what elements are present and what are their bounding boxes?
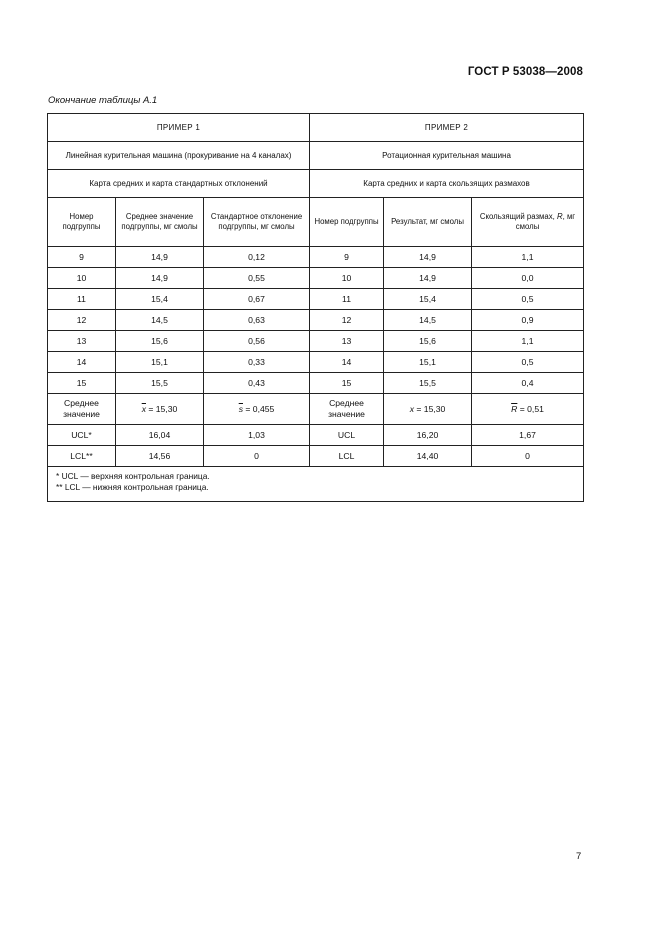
subgroup-mean: 14,5: [116, 310, 204, 331]
col-header-range-suffix: , мг смолы: [515, 212, 576, 231]
average-sbar: [204, 394, 310, 425]
table-row: [48, 268, 584, 289]
group-number-2: 15: [310, 373, 384, 394]
example1-machine: Линейная курительная машина (прокуривание на 4 каналах): [48, 142, 310, 170]
group-number-1: 10: [48, 268, 116, 289]
data-rows: [48, 247, 584, 394]
average-label-1: Среднее значение: [48, 394, 116, 425]
group-number-1: 14: [48, 352, 116, 373]
subgroup-mean: 15,4: [116, 289, 204, 310]
x2-symbol: x: [409, 403, 414, 414]
standard-number: ГОСТ Р 53038—2008: [467, 66, 583, 78]
average-label-2: Среднее значение: [310, 394, 384, 425]
xbar-value: = 15,30: [145, 403, 178, 414]
table-row: [48, 289, 584, 310]
moving-range: 0,4: [472, 373, 584, 394]
table-notes: [48, 467, 584, 502]
average-xbar-1: [116, 394, 204, 425]
subgroup-mean: 14,9: [116, 268, 204, 289]
lcl-row: [48, 446, 584, 467]
example2-chart-type: Карта средних и карта скользящих размахов: [310, 170, 584, 198]
table-row: [48, 247, 584, 268]
col-header-result: Результат, мг смолы: [384, 198, 472, 247]
control-chart-table: [47, 113, 584, 502]
lcl-label-1: LCL**: [48, 446, 116, 467]
subgroup-mean: 15,6: [116, 331, 204, 352]
group-number-2: 9: [310, 247, 384, 268]
table-row: [48, 331, 584, 352]
average-rbar: [472, 394, 584, 425]
notes-row: [48, 467, 584, 502]
lcl-std: 0: [204, 446, 310, 467]
x2-value: = 15,30: [414, 403, 446, 414]
subgroup-mean: 14,9: [116, 247, 204, 268]
result-value: 15,1: [384, 352, 472, 373]
ucl-std: 1,03: [204, 425, 310, 446]
result-value: 15,4: [384, 289, 472, 310]
moving-range: 0,0: [472, 268, 584, 289]
group-number-2: 13: [310, 331, 384, 352]
result-value: 15,5: [384, 373, 472, 394]
group-number-2: 12: [310, 310, 384, 331]
lcl-mean: 14,56: [116, 446, 204, 467]
note-lcl: ** LCL — нижняя контрольная граница.: [56, 481, 209, 492]
machine-row: [48, 142, 584, 170]
ucl-result: 16,20: [384, 425, 472, 446]
col-header-range-symbol: R: [556, 212, 563, 222]
subgroup-std: 0,55: [204, 268, 310, 289]
rbar-symbol: $\overline{R}$: [511, 403, 518, 414]
subgroup-std: 0,67: [204, 289, 310, 310]
ucl-label-2: UCL: [310, 425, 384, 446]
moving-range: 0,5: [472, 289, 584, 310]
chart-type-row: [48, 170, 584, 198]
table-caption: Окончание таблицы А.1: [48, 95, 158, 106]
col-header-group-2: Номер подгруппы: [310, 198, 384, 247]
col-header-std: Стандартное отклонение подгруппы, мг смолы: [204, 198, 310, 247]
rbar-value: = 0,51: [517, 403, 544, 414]
group-number-1: 11: [48, 289, 116, 310]
result-value: 14,9: [384, 247, 472, 268]
group-number-1: 12: [48, 310, 116, 331]
subgroup-std: 0,33: [204, 352, 310, 373]
moving-range: 0,9: [472, 310, 584, 331]
note-ucl: * UCL — верхняя контрольная граница.: [56, 471, 210, 481]
moving-range: 0,5: [472, 352, 584, 373]
moving-range: 1,1: [472, 331, 584, 352]
xbar-symbol: $\overline{x}$: [141, 403, 146, 414]
group-number-1: 9: [48, 247, 116, 268]
group-number-1: 15: [48, 373, 116, 394]
col-header-group-1: Номер подгруппы: [48, 198, 116, 247]
table-row: [48, 352, 584, 373]
col-header-range-prefix: Скользящий размах,: [479, 212, 557, 222]
subgroup-std: 0,43: [204, 373, 310, 394]
ucl-label-1: UCL*: [48, 425, 116, 446]
ucl-mean: 16,04: [116, 425, 204, 446]
group-number-2: 14: [310, 352, 384, 373]
table-row: [48, 373, 584, 394]
result-value: 14,5: [384, 310, 472, 331]
subgroup-std: 0,12: [204, 247, 310, 268]
average-x-2: [384, 394, 472, 425]
result-value: 14,9: [384, 268, 472, 289]
subgroup-std: 0,56: [204, 331, 310, 352]
average-row: [48, 394, 584, 425]
col-header-mean: Среднее значение подгруппы, мг смолы: [116, 198, 204, 247]
sbar-symbol: $\overline{s}$: [238, 403, 243, 414]
col-header-range: [472, 198, 584, 247]
group-number-2: 10: [310, 268, 384, 289]
table-row: [48, 310, 584, 331]
moving-range: 1,1: [472, 247, 584, 268]
sbar-value: = 0,455: [243, 403, 275, 414]
page-number: 7: [576, 851, 582, 862]
group-number-2: 11: [310, 289, 384, 310]
examples-header-row: [48, 114, 584, 142]
ucl-row: [48, 425, 584, 446]
lcl-result: 14,40: [384, 446, 472, 467]
subgroup-std: 0,63: [204, 310, 310, 331]
result-value: 15,6: [384, 331, 472, 352]
example2-title: ПРИМЕР 2: [310, 114, 584, 142]
column-header-row: [48, 198, 584, 247]
example2-machine: Ротационная курительная машина: [310, 142, 584, 170]
ucl-range: 1,67: [472, 425, 584, 446]
lcl-label-2: LCL: [310, 446, 384, 467]
lcl-range: 0: [472, 446, 584, 467]
example1-title: ПРИМЕР 1: [48, 114, 310, 142]
example1-chart-type: Карта средних и карта стандартных отклонений: [48, 170, 310, 198]
subgroup-mean: 15,5: [116, 373, 204, 394]
group-number-1: 13: [48, 331, 116, 352]
subgroup-mean: 15,1: [116, 352, 204, 373]
